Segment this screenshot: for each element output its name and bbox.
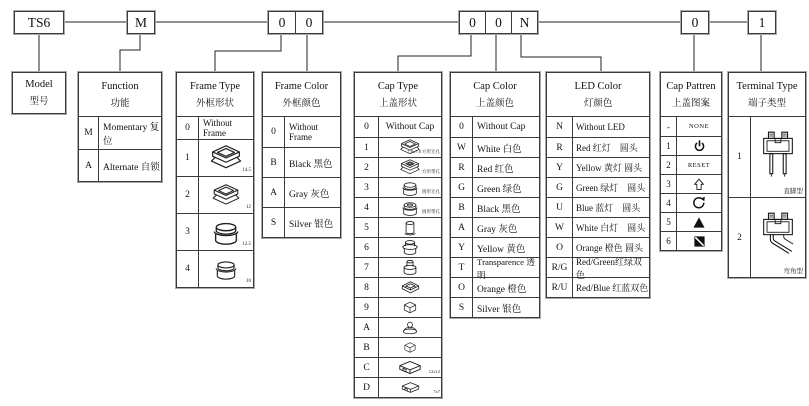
code-cap-color: 0: [485, 12, 511, 33]
table-row: Y Yellow 黄色: [451, 237, 539, 257]
square-keycap-hole-icon: [399, 159, 421, 176]
code-box-terminal: [748, 11, 776, 34]
table-row: 6: [661, 231, 721, 250]
code-box-cap: [459, 11, 538, 34]
table-row: 0 Without Cap: [355, 117, 441, 137]
column-title-en: Model: [25, 79, 53, 90]
table-row: W White 白色: [451, 137, 539, 157]
table-row: O Orange 橙色: [451, 277, 539, 297]
bent-pin-switch-icon: [757, 210, 799, 266]
table-row: 1 14.5: [177, 139, 253, 176]
column-frame-color: [262, 72, 341, 238]
code-model: TS6: [27, 14, 51, 30]
round-cap-icon: [208, 217, 244, 247]
square-keycap-icon: [209, 144, 243, 172]
table-row: S Silver 银色: [263, 207, 340, 237]
table-row: O Orange 橙色 圆头: [547, 237, 649, 257]
column-header: Cap Color 上盖颜色: [451, 73, 539, 117]
table-row: 0 Without Frame: [263, 117, 340, 147]
column-header: [13, 73, 65, 113]
table-row: 3: [661, 174, 721, 193]
column-function: [78, 72, 162, 182]
table-row: 5: [355, 217, 441, 237]
square-diagonal-icon: [693, 235, 706, 248]
table-row: 1 直脚型: [729, 117, 805, 197]
table-row: 9: [355, 297, 441, 317]
code-box-function: [127, 11, 155, 34]
arrow-up-icon: [693, 178, 705, 191]
table-row: 6: [355, 237, 441, 257]
table-row: 4 圆形带孔: [355, 197, 441, 217]
table-row: 0 Without Frame: [177, 117, 253, 139]
round-cap-icon: [211, 256, 241, 282]
table-row: B Black 黑色: [263, 147, 340, 177]
cylinder-flange-icon: [398, 239, 422, 256]
round-cap-hole-icon: [399, 200, 421, 216]
column-led-color: [546, 72, 650, 298]
code-frame-color: 0: [295, 12, 322, 33]
rotate-arrow-icon: [692, 196, 706, 210]
column-header: Function 功能: [79, 73, 161, 117]
table-row: 4 10: [177, 250, 253, 287]
table-row: 2 RESET: [661, 155, 721, 174]
cube-icon: [401, 340, 419, 355]
code-cap-pattern: 0: [691, 14, 699, 30]
table-row: 2 方形带孔: [355, 157, 441, 177]
column-header: Terminal Type 端子类型: [729, 73, 805, 117]
table-row: N Without LED: [547, 117, 649, 137]
table-row: R Red 红色: [451, 157, 539, 177]
table-row: 5: [661, 212, 721, 231]
code-box-frame: [268, 11, 323, 34]
column-header: Cap Pattren 上盖图案: [661, 73, 721, 117]
column-header: Frame Type 外框形状: [177, 73, 253, 117]
table-row: G Green 绿色: [451, 177, 539, 197]
table-row: 4: [661, 193, 721, 212]
square-hole-deep-icon: [399, 279, 422, 296]
table-row: C 12x12: [355, 357, 441, 377]
cube-icon: [400, 299, 420, 316]
table-row: G Green 绿灯 圆头: [547, 177, 649, 197]
column-frame-type: [176, 72, 254, 288]
square-keycap-icon: [211, 183, 241, 208]
power-icon: [693, 140, 706, 153]
triangle-icon: [692, 216, 706, 229]
code-frame-type: 0: [278, 14, 286, 30]
table-row: M Momentary 复位: [79, 117, 161, 149]
table-row: A: [355, 317, 441, 337]
column-cap-color: [450, 72, 540, 318]
table-row: S Silver 银色: [451, 297, 539, 317]
column-title-zh: 型号: [29, 97, 49, 107]
table-row: 1 7.8x7.8 方形无孔: [355, 137, 441, 157]
table-row: 2 12: [177, 176, 253, 213]
column-cap-pattern: [660, 72, 722, 251]
code-led-color: N: [511, 12, 537, 33]
column-header: Cap Type 上盖形状: [355, 73, 441, 117]
table-row: W White 白灯 圆头: [547, 217, 649, 237]
column-cap-type: [354, 72, 442, 398]
table-row: Y Yellow 黄灯 圆头: [547, 157, 649, 177]
table-row: 7: [355, 257, 441, 277]
round-cap-icon: [399, 180, 421, 196]
flat-cube-icon: [400, 380, 421, 395]
column-header: Frame Color 外框颜色: [263, 73, 340, 117]
table-row: T Transparence 透明: [451, 257, 539, 277]
column-terminal-type: [728, 72, 806, 278]
code-box-model: [14, 11, 64, 34]
code-function: M: [134, 14, 147, 30]
table-row: A Gray 灰色: [451, 217, 539, 237]
cylinder-icon: [399, 219, 421, 237]
table-row: 3 圆形无孔: [355, 177, 441, 197]
table-row: B: [355, 337, 441, 357]
table-row: R/G Red/Green红绿双色: [547, 257, 649, 277]
cylinder-step-icon: [398, 259, 422, 276]
code-terminal-type: 1: [758, 14, 766, 30]
joystick-icon: [399, 319, 421, 336]
table-row: 8: [355, 277, 441, 297]
column-model: [12, 72, 66, 114]
code-box-cap-pattern: [681, 11, 709, 34]
table-row: 2 弯角型: [729, 197, 805, 277]
column-header: LED Color 灯颜色: [547, 73, 649, 117]
table-row: R/U Red/Blue 红蓝双色: [547, 277, 649, 297]
straight-pin-switch-icon: [757, 129, 799, 185]
table-row: A Alternate 自锁: [79, 149, 161, 181]
table-row: 3 12.5: [177, 213, 253, 250]
table-row: - NONE: [661, 117, 721, 136]
table-row: U Blue 蓝灯 圆头: [547, 197, 649, 217]
table-row: D 7x7: [355, 377, 441, 397]
table-row: 0 Without Cap: [451, 117, 539, 137]
table-row: A Gray 灰色: [263, 177, 340, 207]
flat-cube-icon: [397, 359, 423, 376]
table-row: B Black 黑色: [451, 197, 539, 217]
code-cap-type: 0: [469, 14, 476, 30]
table-row: 1: [661, 136, 721, 155]
table-row: R Red 红灯 圆头: [547, 137, 649, 157]
